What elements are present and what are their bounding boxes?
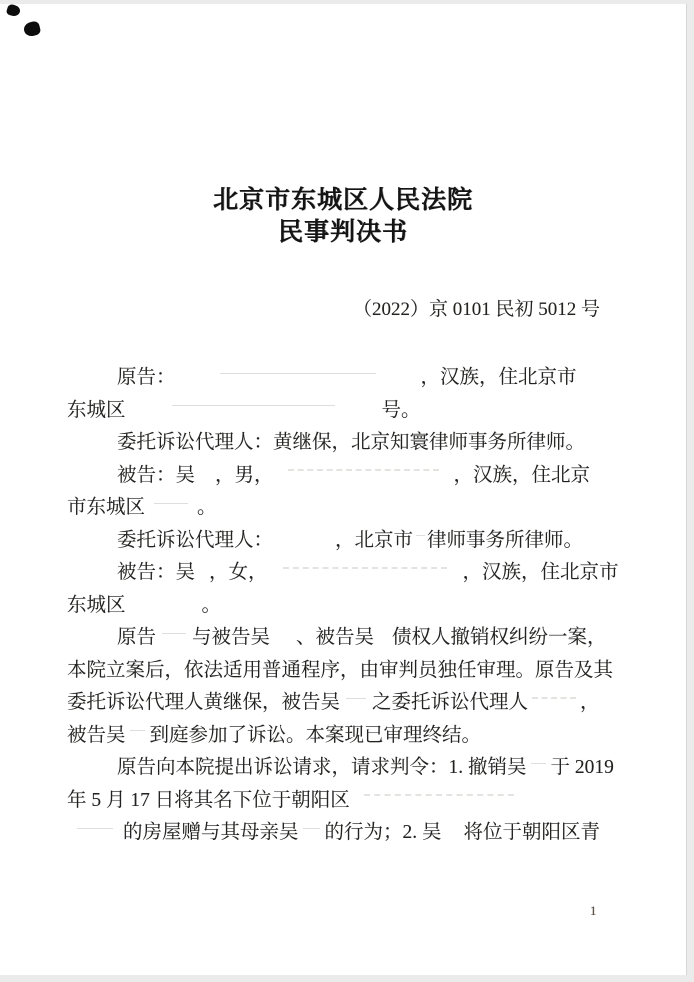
redacted-text-gap (274, 461, 454, 481)
text-run: 委托诉讼代理人： (117, 529, 274, 551)
text-run: 市东城区 (67, 497, 146, 518)
document-page (0, 4, 687, 975)
text-run: 东城区 (67, 594, 126, 616)
text-run: ，北京市 (335, 529, 414, 551)
redacted-text-gap (126, 396, 382, 416)
text-run: ，汉族，住北京 (453, 464, 591, 486)
text-run: 年 5 月 17 日将其名下位于朝阳区 (67, 789, 350, 811)
text-run: ，汉族，住北京市 (420, 367, 577, 388)
redacted-text-gap (527, 754, 551, 774)
text-run: 原告 (117, 627, 157, 648)
redacted-text-gap (176, 364, 421, 384)
document-text-line (67, 687, 627, 720)
redacted-text-gap (195, 461, 215, 481)
redacted-text-gap (350, 786, 528, 806)
document-text-line (67, 557, 627, 590)
text-run: 本院立案后，依法适用普通程序，由审判员独任审理。原告及其 (67, 659, 614, 681)
text-run: 被告：吴 (117, 464, 196, 486)
scan-artifact-mark-1 (6, 4, 22, 18)
text-run: 到庭参加了诉讼。本案现已审理终结。 (149, 724, 482, 746)
redacted-text-gap (340, 689, 372, 709)
document-text-line (67, 590, 627, 623)
document-text-line (67, 395, 627, 428)
document-text-line (67, 817, 627, 850)
document-text-line (67, 720, 627, 753)
text-run: 东城区 (67, 399, 126, 421)
page-number: 1 (590, 904, 597, 918)
document-body (67, 362, 627, 850)
text-run: ，汉族，住北京市 (462, 562, 619, 583)
text-run: 原告向本院提出诉讼请求，请求判令：1. 撤销吴 (117, 757, 527, 778)
document-title-block (0, 185, 686, 249)
text-run: 。 (197, 497, 217, 518)
document-text-line (67, 785, 627, 818)
document-text-line (67, 427, 627, 460)
court-title: 北京市东城区人民法院 (212, 187, 473, 214)
text-run: 将位于朝阳区青 (463, 822, 601, 843)
redacted-text-gap (528, 689, 580, 709)
doc-type-title: 民事判决书 (277, 219, 408, 246)
redacted-text-gap (268, 559, 463, 579)
document-text-line (67, 362, 627, 395)
redacted-text-gap (126, 721, 150, 741)
text-run: 的房屋赠与其母亲吴 (123, 822, 299, 843)
redacted-text-gap (374, 624, 392, 644)
case-number: （2022）京 0101 民初 5012 号 (352, 299, 600, 320)
text-run: 委托诉讼代理人黄继保，被告吴 (67, 692, 341, 713)
redacted-text-gap (442, 819, 464, 839)
redacted-text-gap (195, 559, 209, 579)
text-run: ，男， (215, 464, 274, 486)
text-run: 。 (201, 594, 222, 616)
text-run: 的行为；2. 吴 (324, 822, 442, 843)
text-run: 号。 (381, 399, 421, 421)
text-run: 律师事务所律师。 (427, 529, 584, 551)
redacted-text-gap (413, 526, 427, 546)
text-run: 于 2019 (550, 757, 614, 778)
scan-artifact-mark-2 (23, 20, 42, 37)
text-run: 与被告吴 (192, 627, 271, 648)
text-run: ， (580, 692, 600, 713)
text-run: 被告：吴 (117, 562, 196, 583)
document-text-line (67, 752, 627, 785)
document-text-line (67, 460, 627, 493)
redacted-text-gap (156, 624, 192, 644)
text-run: 债权人撤销权纠纷一案， (392, 627, 607, 648)
document-text-line (67, 622, 627, 655)
text-run: 原告： (117, 367, 176, 388)
text-run: ，女， (209, 562, 268, 583)
redacted-text-gap (67, 819, 123, 839)
redacted-text-gap (270, 624, 296, 644)
document-text-line (67, 655, 627, 688)
redacted-text-gap (273, 526, 335, 546)
redacted-text-gap (145, 494, 197, 514)
redacted-text-gap (299, 819, 325, 839)
text-run: 之委托诉讼代理人 (372, 692, 529, 713)
document-text-line (67, 492, 627, 525)
text-run: 被告吴 (67, 724, 126, 746)
document-text-line (67, 525, 627, 558)
text-run: 委托诉讼代理人：黄继保，北京知寰律师事务所律师。 (117, 432, 586, 453)
text-run: 、被告吴 (296, 627, 375, 648)
redacted-text-gap (126, 591, 202, 611)
